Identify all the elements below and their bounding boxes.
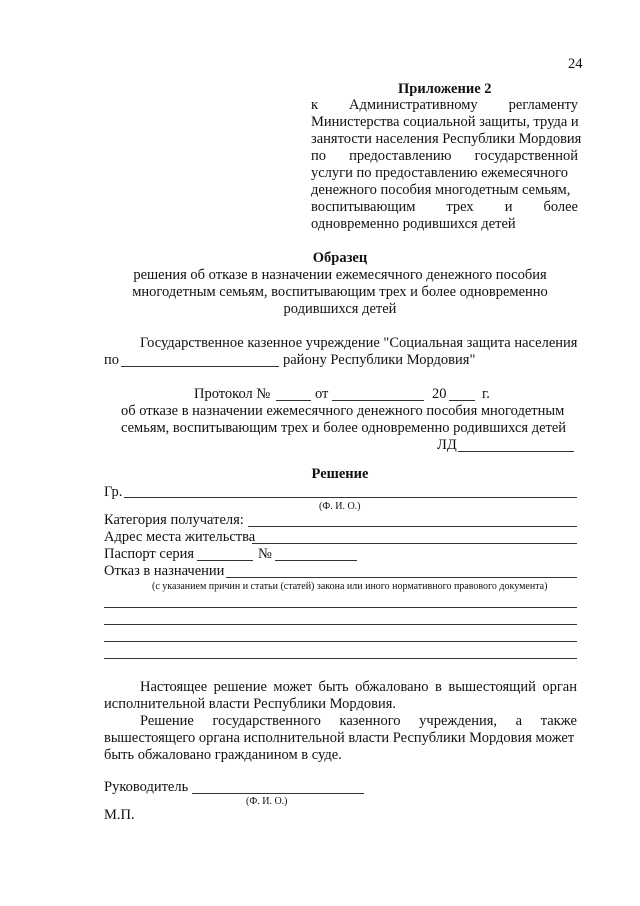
protocol-line-2: об отказе в назначении ежемесячного денежного пособия многодетным	[121, 403, 565, 419]
sample-subtitle-3: родившихся детей	[283, 301, 397, 317]
appeal-word: орган	[542, 679, 577, 695]
appendix-line-8: одновременно родившихся детей	[311, 216, 516, 232]
fio-line	[124, 497, 577, 498]
appeal-p1-line-1	[140, 679, 577, 696]
appendix-word: регламенту	[508, 97, 578, 113]
decision-title: Решение	[311, 466, 369, 482]
page-number: 24	[568, 56, 583, 72]
protocol-g: г.	[482, 386, 490, 402]
reason-line-1	[104, 607, 577, 608]
appeal-word: государственного	[212, 713, 321, 729]
protocol-number-blank	[276, 400, 311, 401]
appendix-line-3: занятости населения Республики Мордовия	[311, 131, 582, 147]
sample-title: Образец	[312, 250, 368, 266]
appeal-word: Настоящее	[140, 679, 208, 695]
appeal-p2-line-2: вышестоящего органа исполнительной власти Республики Мордовия может	[104, 730, 575, 746]
category-line	[248, 526, 577, 527]
institution-line-1: Государственное казенное учреждение "Социальная защита населения	[140, 335, 578, 351]
refusal-label: Отказ в назначении	[104, 563, 225, 579]
passport-number-line	[275, 560, 357, 561]
appeal-word: вышестоящий	[448, 679, 536, 695]
signature-fio-hint: (Ф. И. О.)	[246, 796, 288, 807]
appeal-p2-line-3: быть обжаловано гражданином в суде.	[104, 747, 342, 763]
gr-label: Гр.	[104, 484, 123, 500]
appendix-word: к	[311, 97, 319, 113]
appendix-line-4	[311, 148, 578, 165]
appeal-p2-line-1	[140, 713, 577, 730]
appeal-word: Решение	[140, 713, 194, 729]
protocol-ot: от	[315, 386, 329, 402]
refusal-hint: (с указанием причин и статьи (статей) закона или иного нормативного правового документа)	[152, 581, 548, 592]
appendix-word: предоставлению	[349, 148, 452, 164]
institution-suffix: району Республики Мордовия"	[283, 352, 476, 368]
protocol-label: Протокол №	[194, 386, 271, 402]
stamp-label: М.П.	[104, 807, 135, 823]
appendix-title: Приложение 2	[398, 81, 492, 97]
protocol-year-blank	[449, 400, 475, 401]
appendix-line-1	[311, 97, 578, 114]
reason-line-4	[104, 658, 577, 659]
appendix-line-6: денежного пособия многодетным семьям,	[311, 182, 571, 198]
appendix-word: по	[311, 148, 327, 164]
appeal-word: казенного	[339, 713, 401, 729]
ld-blank-line	[458, 451, 574, 452]
passport-label: Паспорт серия	[104, 546, 195, 562]
head-label: Руководитель	[104, 779, 189, 795]
signature-line	[192, 793, 364, 794]
appendix-line-7	[311, 199, 578, 216]
appeal-word: решение	[213, 679, 267, 695]
appeal-p1-line-2: исполнительной власти Республики Мордовия.	[104, 696, 397, 712]
appendix-word: более	[543, 199, 578, 215]
appendix-word: трех	[446, 199, 474, 215]
reason-line-2	[104, 624, 577, 625]
appeal-word: также	[540, 713, 577, 729]
reason-line-3	[104, 641, 577, 642]
appeal-word: может	[273, 679, 313, 695]
sample-subtitle-2: многодетным семьям, воспитывающим трех и более одновременно	[132, 284, 548, 300]
passport-number-sign: №	[258, 546, 272, 562]
appendix-line-2: Министерства социальной защиты, труда и	[311, 114, 579, 130]
passport-series-line	[197, 560, 253, 561]
appeal-word: быть	[318, 679, 349, 695]
appeal-word: в	[435, 679, 442, 695]
appeal-word: обжаловано	[355, 679, 429, 695]
appeal-word: а	[515, 713, 523, 729]
appendix-word: и	[504, 199, 513, 215]
address-label: Адрес места жительства	[104, 529, 256, 545]
appeal-word: учреждения,	[419, 713, 498, 729]
protocol-year: 20	[432, 386, 447, 402]
institution-prefix: по	[104, 352, 120, 368]
protocol-date-blank	[332, 400, 424, 401]
refusal-line	[226, 577, 577, 578]
address-line	[252, 543, 577, 544]
appendix-word: государственной	[474, 148, 578, 164]
protocol-line-3: семьям, воспитывающим трех и более одновременно родившихся детей	[121, 420, 567, 436]
category-label: Категория получателя:	[104, 512, 244, 528]
appendix-line-5: услуги по предоставлению ежемесячного	[311, 165, 568, 181]
protocol-ld: ЛД	[437, 437, 457, 453]
district-blank-line	[121, 366, 279, 367]
fio-hint: (Ф. И. О.)	[319, 501, 361, 512]
appendix-word: Административному	[349, 97, 478, 113]
appendix-word: воспитывающим	[311, 199, 416, 215]
sample-subtitle-1: решения об отказе в назначении ежемесячного денежного пособия	[133, 267, 547, 283]
